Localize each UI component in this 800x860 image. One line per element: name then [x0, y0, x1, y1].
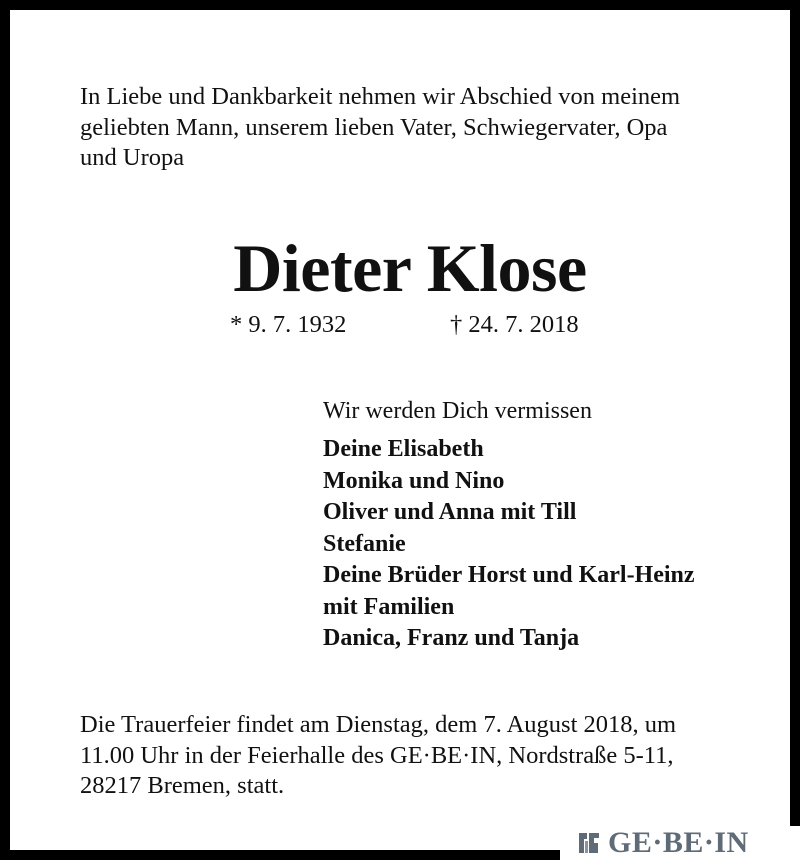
intro-line: In Liebe und Dankbarkeit nehmen wir Abschied von meinem — [80, 83, 681, 110]
signer-item: Deine Elisabeth — [323, 436, 484, 462]
death-date: † 24. 7. 2018 — [450, 311, 579, 338]
signers-list — [323, 434, 695, 655]
signer-item: Monika und Nino — [323, 467, 505, 494]
intro-line: und Uropa — [80, 144, 185, 171]
signer-item: Deine Brüder Horst und Karl-Heinz — [323, 562, 695, 588]
signer-item: mit Familien — [323, 593, 455, 620]
gebein-logo — [576, 828, 749, 858]
intro-line: geliebten Mann, unserem lieben Vater, Schwiegervater, Opa — [80, 113, 668, 141]
mourning-line: Wir werden Dich vermissen — [323, 398, 592, 424]
signer-item: Oliver und Anna mit Till — [323, 499, 577, 525]
funeral-line: 11.00 Uhr in der Feierhalle des GE·BE·IN, Nordstraße 5-11, — [80, 741, 674, 769]
funeral-line: Die Trauerfeier findet am Dienstag, dem 7. August 2018, um — [80, 711, 677, 738]
funeral-info — [80, 710, 760, 802]
gebein-logo-icon — [576, 829, 602, 857]
birth-date: * 9. 7. 1932 — [230, 311, 347, 338]
gebein-logo-text: GE·BE·IN — [608, 826, 749, 859]
intro-text — [80, 82, 760, 174]
signer-item: Danica, Franz und Tanja — [323, 625, 580, 651]
funeral-line: 28217 Bremen, statt. — [80, 772, 285, 799]
deceased-name: Dieter Klose — [233, 230, 587, 306]
signer-item: Stefanie — [323, 530, 406, 557]
